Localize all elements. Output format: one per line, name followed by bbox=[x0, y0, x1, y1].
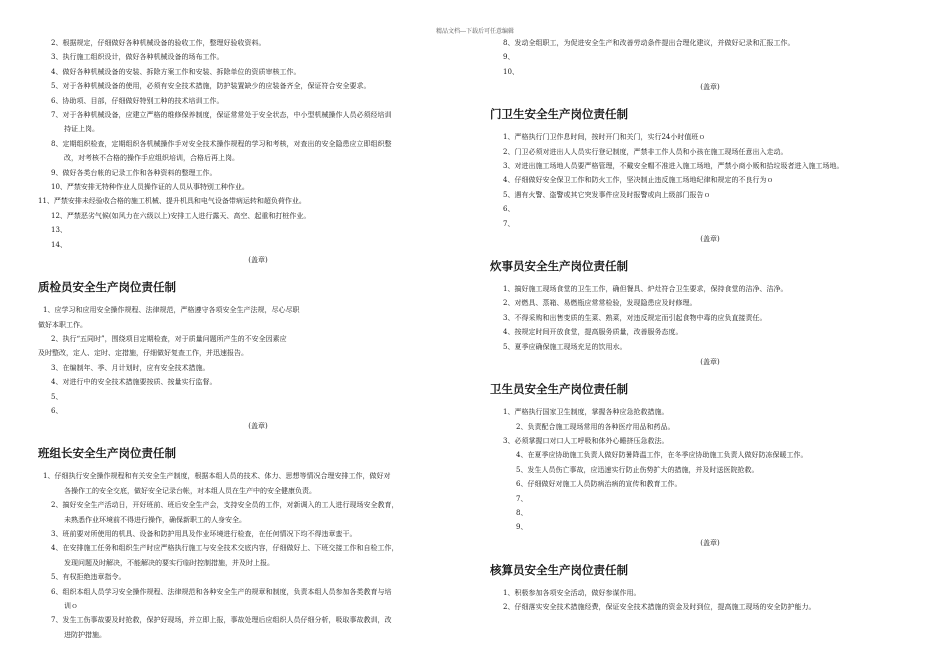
section-title: 质检员安全生产岗位责任制 bbox=[38, 280, 176, 295]
clause-line: 11、严禁安排未经验收合格的施工机械、提升机具和电气设备带病运转和超负荷作业。 bbox=[38, 197, 306, 206]
clause-line: 5、有权拒绝违章指令。 bbox=[51, 573, 126, 582]
clause-line: 7、 bbox=[503, 219, 515, 228]
clause-line: 5、夏季应确保施工现场充足的饮用水。 bbox=[503, 342, 627, 351]
clause-line: 8、定期组织检查，定期组织各机械操作手对安全技术操作规程的学习和考核，对查出的安全隐患应立即组织整 bbox=[51, 139, 392, 148]
clause-line: 2、执行“五同时”，围绕项目定期检查，对于质量问题所产生的不安全因素应 bbox=[51, 334, 287, 343]
section-title: 门卫生安全生产岗位责任制 bbox=[490, 107, 628, 122]
responsibility-section bbox=[490, 259, 930, 370]
seal-label: (盖章) bbox=[248, 256, 268, 265]
section-title: 班组长安全生产岗位责任制 bbox=[38, 446, 176, 461]
clause-line: 2、搞好安全生产活动日，开好班前、班后安全生产会，支持安全员的工作，对新调入的工人进行现场安全教育， bbox=[51, 501, 399, 510]
left-sections bbox=[38, 280, 478, 642]
clause-line: 6、 bbox=[51, 406, 63, 415]
clause-line: 10、严禁安排无特种作业人员操作证的人员从事特别工种作业。 bbox=[51, 183, 249, 192]
clause-line: 3、对进出施工场地人员要严格管理，不戴安全帽不准进入施工场地，严禁小商小贩和拾垃圾者进入施工场地。 bbox=[503, 162, 844, 171]
clause-line: 5、发生人员伤亡事故，应迅速实行防止伤势扩大的措施，并及时送医院抢救。 bbox=[516, 465, 759, 474]
left-column bbox=[38, 36, 478, 642]
clause-line: 1、严格执行门卫作息时间，按时开门和关门，实行24小时值班ｏ bbox=[503, 133, 706, 142]
clause-line: 7、对于各种机械设备，应建立严格的维修保养制度，保证常常处于安全状态，中小型机械操作人员必须经培训 bbox=[51, 111, 392, 120]
responsibility-section bbox=[38, 280, 478, 434]
clause-line: 9、 bbox=[503, 53, 515, 62]
clause-line: 4、做好各种机械设备的安装、拆除方案工作和安装、拆除单位的资质审核工作。 bbox=[51, 67, 301, 76]
clause-line: 4、在安排施工任务和组织生产时应严格执行施工与安全技术交底内容，仔细做好上、下班交接工作和自检工作， bbox=[51, 544, 399, 553]
clause-line: 未熟悉作业环境前不得进行操作，确保新职工的人身安全。 bbox=[64, 515, 246, 524]
section-title: 核算员安全生产岗位责任制 bbox=[490, 562, 628, 577]
seal-label: (盖章) bbox=[248, 422, 268, 431]
clause-line: 进防护措施。 bbox=[64, 630, 106, 639]
right-intro bbox=[490, 36, 930, 79]
responsibility-section bbox=[38, 446, 478, 642]
clause-line: 1、应学习和应用安全操作规程、法律规范，严格遵守各项安全生产法规，尽心尽职 bbox=[43, 306, 300, 315]
clause-line: 训ｏ bbox=[64, 602, 78, 610]
clause-line: 2、对燃具、蒸箱、易燃瓶应常常检验，发现隐患应及时修理。 bbox=[503, 299, 697, 308]
clause-line: 6、 bbox=[503, 205, 515, 214]
clause-line: 4、按规定时间开放食堂，提高服务质量，改善服务态度。 bbox=[503, 328, 683, 337]
watermark: 精品文档---下载后可任意编辑 bbox=[435, 28, 515, 35]
seal-label: (盖章) bbox=[700, 358, 720, 367]
clause-line: 7、 bbox=[516, 494, 528, 503]
seal-label: (盖章) bbox=[700, 538, 720, 547]
clause-line: 2、负责配合施工现场常用的各种医疗用品和药品。 bbox=[516, 422, 675, 431]
clause-line: 1、仔细执行安全操作规程和有关安全生产制度，根据本组人员的技术、体力、思想等情况合理安排工作，做好对 bbox=[43, 472, 391, 481]
right-column bbox=[490, 36, 930, 615]
clause-line: 做好本职工作。 bbox=[38, 320, 87, 329]
clause-line: 1、积极参加各项安全活动，做好参谋作用。 bbox=[503, 588, 641, 597]
clause-line: 2、仔细落实安全技术措施经费，保证安全技术措施的资金及时到位，提高施工现场的安全防护能力。 bbox=[503, 603, 816, 612]
clause-line: 14、 bbox=[51, 240, 67, 249]
right-sections bbox=[490, 107, 930, 614]
clause-line: 3、班前要对所使用的机具、设备和防护用具及作业环境进行检查，在任何情况下均不得违章蛮干。 bbox=[51, 529, 357, 538]
seal-label: (盖章) bbox=[700, 235, 720, 244]
clause-line: 4、仔细做好安全保卫工作和防火工作，坚决制止违反施工场地纪律和规定的不良行为ｏ bbox=[503, 176, 774, 185]
clause-line: 3、执行施工组织设计，做好各种机械设备的场布工作。 bbox=[51, 53, 224, 62]
responsibility-section bbox=[490, 563, 930, 615]
clause-line: 3、不得采购和出售变质的生菜、熟菜，对违反规定而引起食物中毒的应负直接责任。 bbox=[503, 313, 767, 322]
clause-line: 10、 bbox=[503, 67, 519, 76]
clause-line: 6、仔细做好对施工人员防病治病的宣传和教育工作。 bbox=[516, 480, 682, 489]
clause-line: 4、在夏季应协助施工负责人做好防暑降温工作，在冬季应协助施工负责人做好防冻保暖工作。 bbox=[516, 451, 808, 460]
clause-line: 2、根据规定，仔细做好各种机械设备的验收工作，整理好验收资料。 bbox=[51, 39, 266, 47]
clause-line: 发现问题及时解决，不能解决的要实行临时控制措施，并及时上报。 bbox=[64, 558, 274, 567]
section-title: 卫生员安全生产岗位责任制 bbox=[490, 382, 628, 397]
clause-line: 持证上岗。 bbox=[64, 125, 99, 134]
clause-line: 1、搞好施工现场食堂的卫生工作，确但餐具、炉灶符合卫生要求，保持食堂的洁净、洁净。 bbox=[503, 285, 788, 294]
clause-line: 3、必须掌握口对口人工呼吸和体外心睡挤压急救法。 bbox=[503, 436, 669, 445]
clause-line: 7、发生工伤事故要及时抢救，保护好现场，并立即上报，事故处理后应组织人员仔细分析，吸取事故教训，改 bbox=[51, 616, 392, 625]
responsibility-section bbox=[490, 382, 930, 551]
clause-line: 5、对于各种机械设备的使用，必须有安全技术措施，防护装置缺少的应装备齐全，保证符合安全要求。 bbox=[51, 82, 371, 91]
clause-line: 3、在编制年、季、月计划时，应有安全技术措施。 bbox=[51, 363, 210, 372]
clause-line: 8、发动全组职工，为促进安全生产和改善劳动条件提出合理化建议，并做好记录和汇报工作。 bbox=[503, 39, 795, 47]
clause-line: 6、组织本组人员学习安全操作规程、法律规范和各种安全生产的规章和制度，负责本组人员参加各类教育与培 bbox=[51, 587, 392, 596]
clause-line: 1、严格执行国家卫生制度，掌握各种应急抢救措施。 bbox=[503, 408, 669, 417]
clause-line: 6、协助项、目部，仔细做好特别工种的技术培训工作。 bbox=[51, 96, 224, 105]
clause-line: 2、门卫必须对进出人人员实行登记制度，严禁非工作人员和小孩在施工现场任意出入走动。 bbox=[503, 147, 788, 156]
clause-line: 9、做好各类台帐的记录工作和各种资料的整理工作。 bbox=[51, 168, 217, 177]
clause-line: 8、 bbox=[516, 508, 528, 517]
seal-label: (盖章) bbox=[700, 83, 720, 92]
clause-line: 5、遇有火警、盗警或其它突发事件应及时报警或向上级部门报告ｏ bbox=[503, 190, 711, 199]
clause-line: 各操作工的安全交底，做好安全记录台帐，对本组人员在生产中的安全健康负责。 bbox=[64, 486, 316, 495]
responsibility-section bbox=[490, 107, 930, 247]
clause-line: 改，对考核不合格的操作手应组织培训，合格后再上岗。 bbox=[64, 154, 239, 163]
section-title: 炊事员安全生产岗位责任制 bbox=[490, 259, 628, 274]
clause-line: 及时整改，定人、定时、定措施，仔细做好复查工作，并迅速报告。 bbox=[38, 349, 248, 358]
clause-line: 9、 bbox=[516, 523, 528, 532]
clause-line: 5、 bbox=[51, 392, 63, 401]
clause-line: 12、严禁恶劣气候(如风力在六级以上)安排工人进行露天、高空、起重和打桩作业。 bbox=[51, 211, 311, 220]
clause-line: 13、 bbox=[51, 226, 67, 235]
left-intro bbox=[38, 36, 478, 252]
clause-line: 4、对进行中的安全技术措施要按质、按量实行监督。 bbox=[51, 378, 217, 387]
